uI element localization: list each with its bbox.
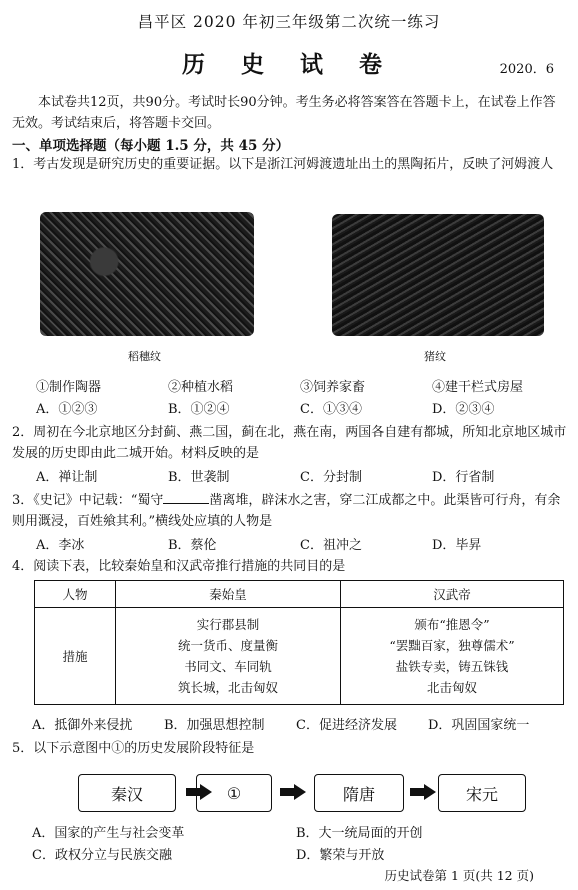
- qin-measure: 筑长城，北击匈奴: [177, 680, 278, 695]
- q5-option-c[interactable]: C．政权分立与民族交融: [32, 848, 172, 863]
- han-measure: 颁布“推恩令”: [414, 617, 490, 632]
- exam-title: 昌平区 2020 年初三年级第二次统一练习: [137, 13, 441, 31]
- header-person: 人物: [35, 581, 116, 608]
- q1-option-d[interactable]: D．②③④: [432, 402, 495, 417]
- row-label-measures: 措施: [35, 608, 116, 705]
- q4-option-c[interactable]: C．促进经济发展: [296, 718, 397, 733]
- q2-option-b[interactable]: B．世袭制: [168, 470, 230, 485]
- han-measure: 北击匈奴: [426, 680, 477, 695]
- han-measure: “罢黜百家，独尊儒术”: [389, 638, 515, 653]
- page-footer: 历史试卷第 1 页(共 12 页): [384, 868, 534, 883]
- q1-statements: [36, 376, 566, 395]
- flow-box-sui-tang: 隋唐: [314, 774, 404, 812]
- q3-option-a[interactable]: A．李冰: [36, 538, 85, 553]
- q2-options: [36, 466, 566, 485]
- header-han: 汉武帝: [341, 581, 564, 608]
- q1-option-a[interactable]: A．①②③: [36, 402, 98, 417]
- q4-options: [32, 714, 562, 733]
- arrow-right-icon: [410, 784, 436, 800]
- header-qin: 秦始皇: [116, 581, 341, 608]
- q1-option-b[interactable]: B．①②④: [168, 402, 230, 417]
- comparison-table: [34, 580, 564, 705]
- q3-stem-after: 凿离堆，辟沫水之害，穿二江成都之中。此渠皆可行舟，有余则用溉浸，百姓飨其利。”横线处应填的人物是: [12, 493, 561, 529]
- q3-stem-before: 3．《史记》中记载：“蜀守: [12, 493, 164, 508]
- q5-options: [32, 822, 562, 866]
- q5-option-b[interactable]: B．大一统局面的开创: [296, 826, 423, 841]
- han-measures: [341, 608, 564, 705]
- q5-option-a[interactable]: A．国家的产生与社会变革: [32, 826, 185, 841]
- q3-option-c[interactable]: C．祖冲之: [300, 538, 362, 553]
- q2-option-c[interactable]: C．分封制: [300, 470, 362, 485]
- q2-option-d[interactable]: D．行省制: [432, 470, 495, 485]
- statement-1: ①制作陶器: [36, 380, 102, 395]
- q1-option-c[interactable]: C．①③④: [300, 402, 362, 417]
- q3-option-b[interactable]: B．蔡伦: [168, 538, 217, 553]
- caption-pig: 猪纹: [424, 350, 446, 363]
- qin-measures: [116, 608, 341, 705]
- q5-stem: 5．以下示意图中①的历史发展阶段特征是: [12, 741, 255, 756]
- subject-title: 历 史 试 卷: [181, 51, 397, 78]
- q4-option-b[interactable]: B．加强思想控制: [164, 718, 265, 733]
- q3-options: [36, 534, 566, 553]
- instructions: 本试卷共12页，共90分。考试时长90分钟。考生务必将答案答在答题卡上，在试卷上作答无效。考试结束后，将答题卡交回。: [12, 95, 556, 131]
- section-title: 一、单项选择题（每小题 1.5 分，共 45 分）: [12, 138, 290, 154]
- q5-option-d[interactable]: D．繁荣与开放: [296, 848, 385, 863]
- q4-stem: 4．阅读下表，比较秦始皇和汉武帝推行措施的共同目的是: [12, 559, 346, 574]
- flow-box-song-yuan: 宋元: [438, 774, 526, 812]
- rice-pattern-rubbing-image: [40, 212, 254, 336]
- q3-option-d[interactable]: D．毕昇: [432, 538, 482, 553]
- q3-stem: [12, 490, 568, 532]
- statement-2: ②种植水稻: [168, 380, 234, 395]
- flow-box-1: ①: [196, 774, 272, 812]
- q2-stem: 2．周初在今北京地区分封蓟、燕二国，蓟在北，燕在南，两国各自建有都城，所知北京地区城市发展的历史即由此二城开始。材料反映的是: [12, 425, 567, 461]
- pig-pattern-rubbing-image: [332, 214, 544, 336]
- statement-4: ④建干栏式房屋: [432, 380, 524, 395]
- q4-option-a[interactable]: A．抵御外来侵扰: [32, 718, 133, 733]
- q4-option-d[interactable]: D．巩固国家统一: [428, 718, 530, 733]
- han-measure: 盐铁专卖，铸五铢钱: [395, 659, 509, 674]
- q1-options: [36, 398, 566, 417]
- arrow-right-icon: [280, 784, 306, 800]
- exam-date: 2020．6: [499, 62, 554, 77]
- flow-box-qin-han: 秦汉: [78, 774, 176, 812]
- q2-option-a[interactable]: A．禅让制: [36, 470, 98, 485]
- q3-blank: [163, 491, 209, 504]
- qin-measure: 书同文、车同轨: [184, 659, 272, 674]
- qin-measure: 统一货币、度量衡: [177, 638, 278, 653]
- caption-rice: 稻穗纹: [128, 350, 161, 363]
- q1-stem: 1．考古发现是研究历史的重要证据。以下是浙江河姆渡遗址出土的黑陶拓片，反映了河姆渡人: [12, 157, 554, 172]
- statement-3: ③饲养家畜: [300, 380, 366, 395]
- qin-measure: 实行郡县制: [196, 617, 260, 632]
